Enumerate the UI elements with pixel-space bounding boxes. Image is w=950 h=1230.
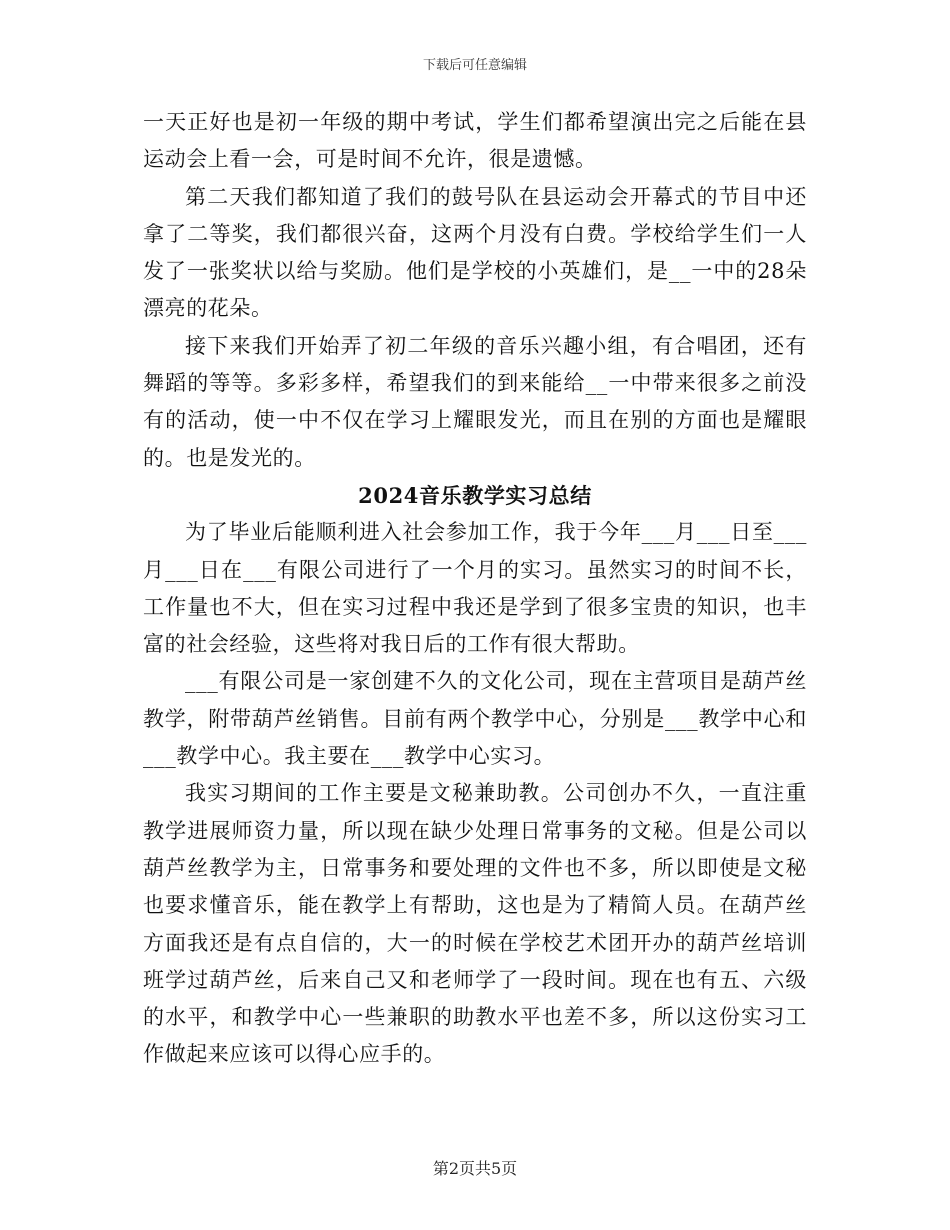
document-body [143,104,807,1074]
paragraph-award: 第二天我们都知道了我们的鼓号队在县运动会开幕式的节目中还拿了二等奖，我们都很兴奋，这两个月没有白费。学校给学生们一人发了一张奖状以给与奖励。他们是学校的小英雄们，是__一中的28朵漂亮的花朵。 [143,184,807,321]
paragraph-work-duties: 我实习期间的工作主要是文秘兼助教。公司创办不久，一直注重教学进展师资力量，所以现在缺少处理日常事务的文秘。但是公司以葫芦丝教学为主，日常事务和要处理的文件也不多，所以即使是文秘也要求懂音乐，能在教学上有帮助，这也是为了精简人员。在葫芦丝方面我还是有点自信的，大一的时候在学校艺术团开办的葫芦丝培训班学过葫芦丝，后来自己又和老师学了一段时间。现在也有五、六级的水平，和教学中心一些兼职的助教水平也差不多，所以这份实习工作做起来应该可以得心应手的。 [143,781,807,1067]
paragraph-company-intro: ___有限公司是一家创建不久的文化公司，现在主营项目是葫芦丝教学，附带葫芦丝销售。目前有两个教学中心，分别是___教学中心和___教学中心。我主要在___教学中心实习。 [143,669,807,769]
paragraph-internship-intro: 为了毕业后能顺利进入社会参加工作，我于今年___月___日至___月___日在___有限公司进行了一个月的实习。虽然实习的时间不长，工作量也不大，但在实习过程中我还是学到了很多宝贵的知识，也丰富的社会经验，这些将对我日后的工作有很大帮助。 [143,520,807,657]
page-header-note: 下载后可任意编辑 [422,58,527,73]
section-title: 2024音乐教学实习总结 [358,482,592,508]
paragraph-continuation: 一天正好也是初一年级的期中考试，学生们都希望演出完之后能在县运动会上看一会，可是时间不允许，很是遗憾。 [143,110,807,172]
paragraph-interest-group: 接下来我们开始弄了初二年级的音乐兴趣小组，有合唱团，还有舞蹈的等等。多彩多样，希望我们的到来能给__一中带来很多之前没有的活动，使一中不仅在学习上耀眼发光，而且在别的方面也是耀眼的。也是发光的。 [143,333,807,470]
page-number: 第2页共5页 [432,1159,518,1178]
